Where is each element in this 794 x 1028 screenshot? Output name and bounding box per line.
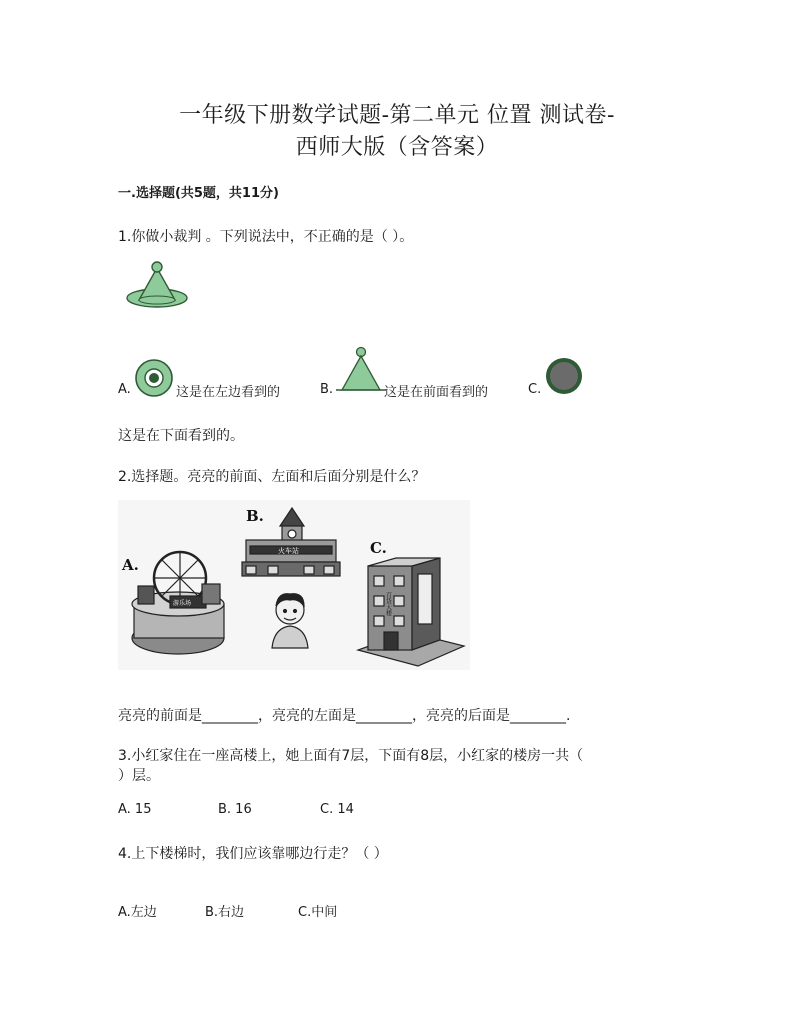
question-3-stem-line2: ）层。 xyxy=(118,768,160,784)
bottom-view-disc-icon xyxy=(544,356,584,396)
train-station-sign: 火车站 xyxy=(278,547,299,555)
question-2-fill-line: 亮亮的前面是________，亮亮的左面是________，亮亮的后面是________. xyxy=(118,708,571,724)
q1-option-b-text: 这是在前面看到的 xyxy=(384,385,489,400)
q1-option-c-label: C. xyxy=(528,382,542,397)
cone-on-disc-icon xyxy=(125,260,189,316)
top-view-circle-icon xyxy=(134,358,174,398)
scene-label-a: A. xyxy=(122,556,139,574)
q1-option-c-text: 这是在下面看到的。 xyxy=(118,428,244,444)
q3-option-c: C. 14 xyxy=(320,802,354,817)
q4-option-c: C.中间 xyxy=(298,905,338,920)
q4-option-a: A.左边 xyxy=(118,905,157,920)
amusement-park-sign: 游乐场 xyxy=(173,600,192,607)
q1-option-a-label: A. xyxy=(118,382,131,397)
question-3-stem-line1: 3.小红家住在一座高楼上，她上面有7层，下面有8层，小红家的楼房一共（ xyxy=(118,748,584,764)
q4-option-b: B.右边 xyxy=(205,905,245,920)
scene-label-c: C. xyxy=(370,539,387,557)
page-title-line2: 西师大版（含答案） xyxy=(295,135,499,160)
page-title-line1: 一年级下册数学试题-第二单元 位置 测试卷- xyxy=(179,103,615,128)
q1-option-a-text: 这是在左边看到的 xyxy=(176,385,281,400)
q3-option-b: B. 16 xyxy=(218,802,252,817)
q3-option-a: A. 15 xyxy=(118,802,152,817)
question-4-stem: 4.上下楼梯时，我们应该靠哪边行走？（ ） xyxy=(118,846,388,862)
buildings-scene-illustration xyxy=(118,500,470,670)
question-1-stem: 1.你做小裁判 。下列说法中，不正确的是（ ）。 xyxy=(118,229,414,245)
department-store-sign: 百货大楼 xyxy=(384,592,392,616)
front-view-triangle-icon xyxy=(336,346,388,394)
question-2-stem: 2.选择题。亮亮的前面、左面和后面分别是什么？ xyxy=(118,469,426,485)
scene-label-b: B. xyxy=(246,507,264,525)
section-heading: 一.选择题(共5题，共11分) xyxy=(118,186,279,201)
q1-option-b-label: B. xyxy=(320,382,334,397)
